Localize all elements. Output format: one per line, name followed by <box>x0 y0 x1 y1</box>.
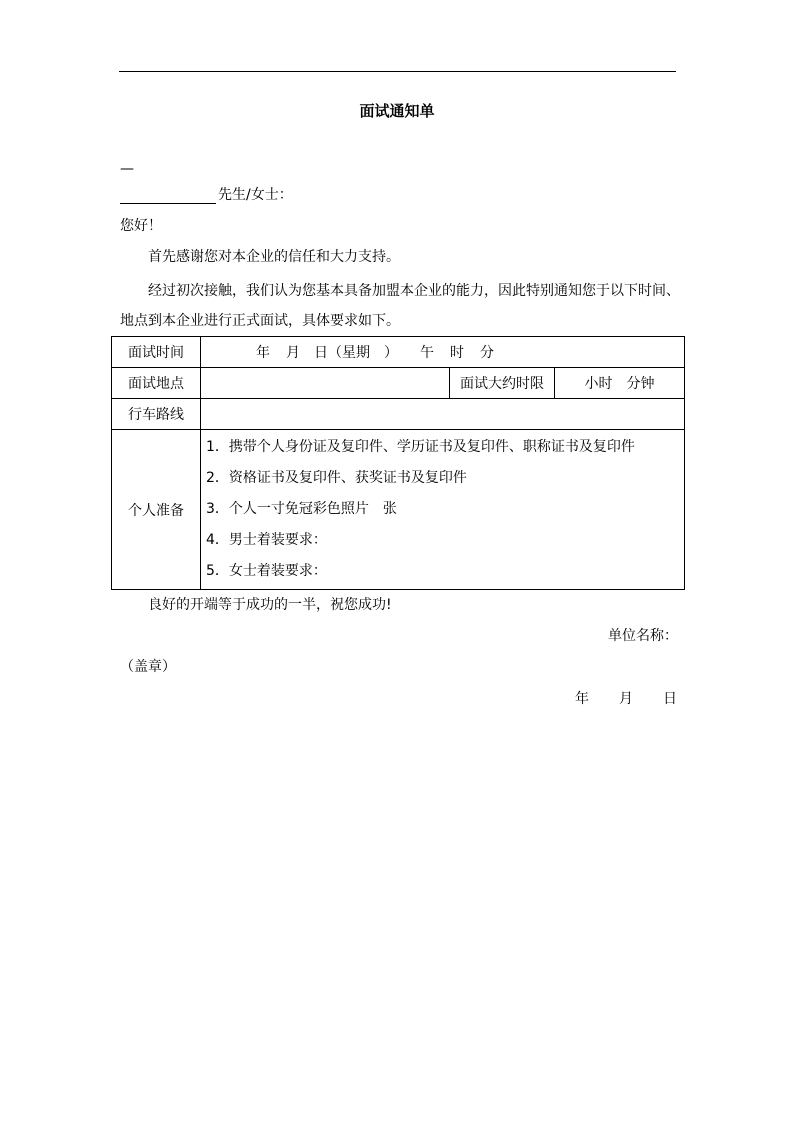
time-hour: 时 <box>450 345 464 361</box>
prep-item-male-dress: 4．男士着装要求： <box>206 532 327 548</box>
interview-info-table <box>111 336 685 590</box>
table-row-place <box>112 368 685 399</box>
time-day: 日（星期 <box>314 345 370 361</box>
duration-value-cell[interactable] <box>555 368 685 399</box>
greeting: 您好！ <box>120 218 162 234</box>
prep-item-photo: 3．个人一寸免冠彩色照片 张 <box>206 501 397 517</box>
header-rule <box>119 71 676 72</box>
table-row-route <box>112 399 685 430</box>
salutation <box>120 186 293 204</box>
table-row-preparation <box>112 430 685 590</box>
notice-paragraph-line1: 经过初次接触，我们认为您基本具备加盟本企业的能力，因此特别通知您于以下时间、 <box>148 283 680 299</box>
route-value-cell[interactable] <box>201 399 685 430</box>
time-label: 面试时间 <box>112 337 201 368</box>
route-label: 行车路线 <box>112 399 201 430</box>
time-month: 月 <box>286 345 300 361</box>
date-year: 年 <box>575 691 589 707</box>
seal-label: （盖章） <box>120 659 176 675</box>
time-minute: 分 <box>480 345 494 361</box>
table-row-time <box>112 337 685 368</box>
prep-label: 个人准备 <box>112 430 201 590</box>
prep-items-cell <box>201 430 685 590</box>
name-blank-line[interactable] <box>120 190 216 204</box>
time-value-cell[interactable] <box>201 337 685 368</box>
closing-line: 良好的开端等于成功的一半，祝您成功! <box>148 597 392 613</box>
date-month: 月 <box>619 691 633 707</box>
document-title: 面试通知单 <box>359 102 435 120</box>
signature-date <box>575 690 677 708</box>
salutation-suffix: 先生/女士： <box>218 187 293 203</box>
prep-item-certificates: 2．资格证书及复印件、获奖证书及复印件 <box>206 470 467 486</box>
duration-label: 面试大约时限 <box>450 368 555 399</box>
prep-item-id: 1．携带个人身份证及复印件、学历证书及复印件、职称证书及复印件 <box>206 439 635 455</box>
time-year: 年 <box>256 345 270 361</box>
date-day: 日 <box>663 691 677 707</box>
duration-hours: 小时 <box>584 376 613 392</box>
time-day-close: ） <box>384 345 398 361</box>
duration-minutes: 分钟 <box>626 376 655 392</box>
place-label: 面试地点 <box>112 368 201 399</box>
prep-item-female-dress: 5．女士着装要求： <box>206 563 327 579</box>
recipient-dash: — <box>120 161 134 177</box>
place-value-cell[interactable] <box>201 368 450 399</box>
unit-name-label: 单位名称： <box>608 628 678 644</box>
notice-paragraph-line2: 地点到本企业进行正式面试，具体要求如下。 <box>120 313 400 329</box>
intro-paragraph: 首先感谢您对本企业的信任和大力支持。 <box>148 249 400 265</box>
time-half: 午 <box>420 345 434 361</box>
